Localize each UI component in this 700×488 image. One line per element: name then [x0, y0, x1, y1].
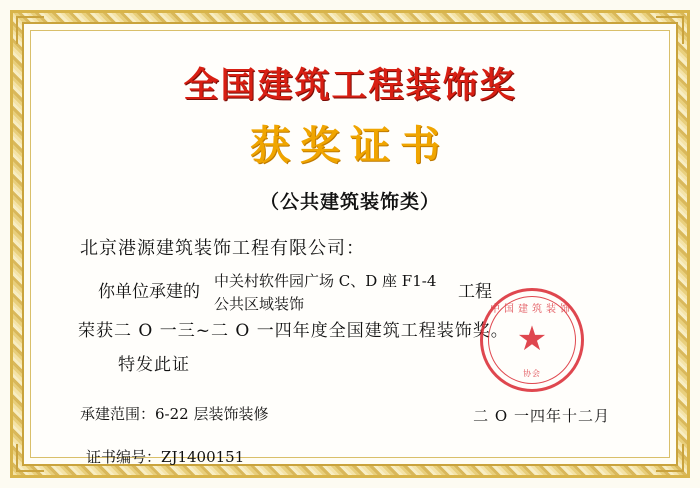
certificate-category: （公共建筑装饰类）	[259, 191, 440, 213]
issue-date: 二 O 一四年十二月	[473, 407, 610, 425]
certificate-number-label: 证书编号：	[86, 447, 162, 466]
seal-star-icon: ★	[516, 321, 548, 358]
award-statement: 荣获二 O 一三~二 O 一四年度全国建筑工程装饰奖。	[78, 321, 509, 341]
project-name-text: 中关村软件园广场 C、D 座 F1-4 公共区域装饰	[214, 272, 437, 313]
seal-top-text: 中国建筑装饰	[490, 304, 574, 315]
certificate-number-value: ZJ1400151	[161, 447, 245, 466]
issue-statement: 特发此证	[118, 354, 190, 375]
recipient-name: 北京港源建筑装饰工程有限公司：	[80, 238, 365, 259]
certificate-content	[38, 38, 662, 466]
certificate-title-sub: 获奖证书	[250, 122, 450, 169]
official-seal-stamp	[480, 288, 584, 392]
body-lead-text: 你单位承建的	[98, 281, 200, 302]
seal-bottom-text: 协会	[523, 369, 541, 378]
certificate-title-main: 全国建筑工程装饰奖	[183, 66, 517, 106]
certificate-number-line	[86, 446, 662, 467]
scope-label: 承建范围：	[80, 404, 156, 423]
scope-value: 6-22 层装饰装修	[155, 404, 269, 423]
body-tail-text: 工程	[458, 281, 492, 302]
